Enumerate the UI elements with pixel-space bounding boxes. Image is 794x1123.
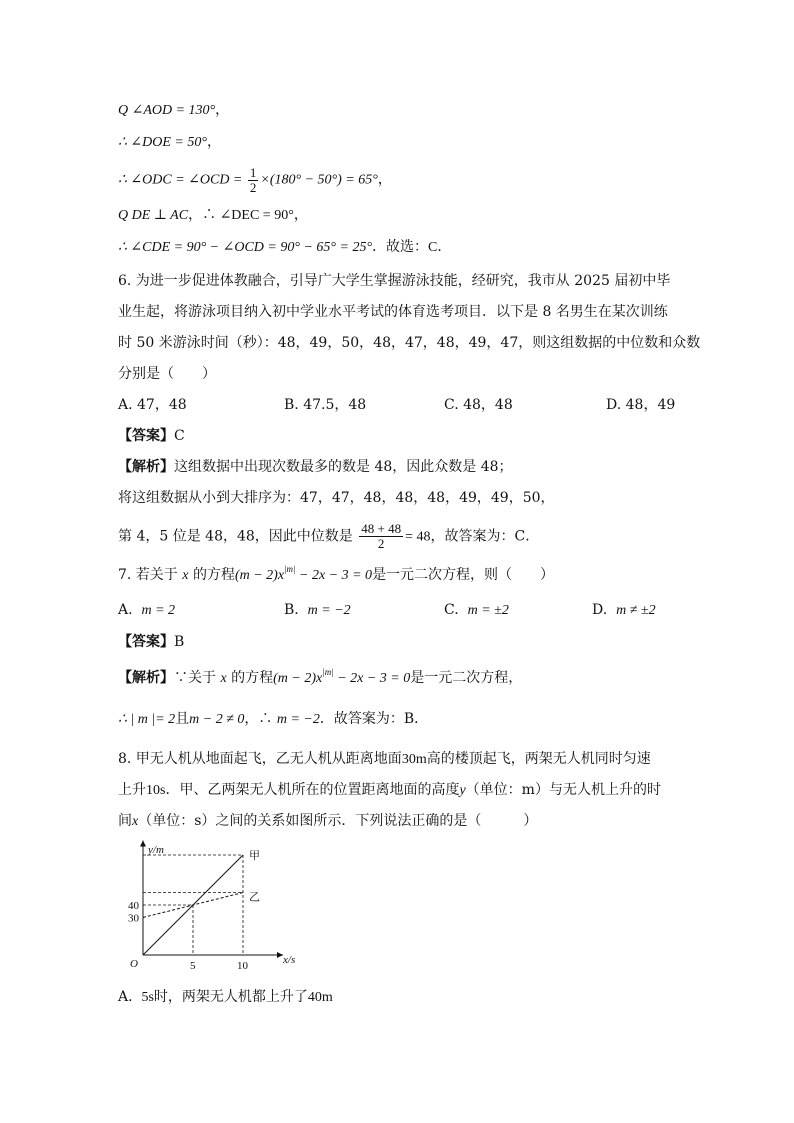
q6-line-2: 业生起，将游泳项目纳入初中学业水平考试的体育选考项目．以下是 8 名男生在某次训练 xyxy=(118,304,668,320)
median-result: = 48 xyxy=(405,529,431,545)
q7-analysis-text-2: 的方程 xyxy=(231,670,274,686)
q8-height: 30m xyxy=(401,752,427,767)
solution-line-1 xyxy=(118,101,229,121)
solution-line-5-text: ．故选：C． xyxy=(372,240,452,255)
q8-text-4: ．甲、乙两架无人机所在的位置距离地面的高度 xyxy=(165,782,460,798)
q8-var-y: y xyxy=(459,783,466,798)
q8-option-a-label: A. xyxy=(118,989,133,1005)
q6-line-1: 6. 为进一步促进体教融合，引导广大学生掌握游泳技能，经研究，我市从 2025 届初中毕 xyxy=(118,273,671,289)
solution-line-1-punct: ， xyxy=(215,103,230,118)
solution-line-4-math: Q DE ⊥ AC xyxy=(118,208,189,223)
q7-line-1 xyxy=(118,565,554,586)
q7-option-c xyxy=(444,600,509,621)
median-fraction-denominator: 2 xyxy=(377,536,385,551)
solution-line-2-math: ∴ ∠DOE = 50° xyxy=(118,135,207,150)
q6-analysis-line-3 xyxy=(118,522,539,551)
q6-analysis-line-1 xyxy=(118,457,513,477)
q8-var-x: x xyxy=(132,814,139,829)
origin-label: O xyxy=(130,958,138,970)
q7-option-b-value: m = −2 xyxy=(307,603,351,618)
q7-analysis-var-x: x xyxy=(220,671,227,686)
q7-and: 且 xyxy=(175,711,190,727)
solution-line-3-math-2: ×(180° − 50°) = 65° xyxy=(260,172,378,188)
q6-analysis-text-3b: ，故答案为：C． xyxy=(430,528,540,545)
q7-analysis-line-1 xyxy=(118,668,522,689)
solution-line-2 xyxy=(118,133,221,153)
q6-option-b: B. 47.5，48 xyxy=(284,397,367,413)
q8-option-a-time: 5s xyxy=(141,990,154,1005)
q8-line-2 xyxy=(118,780,661,801)
q7-conclusion: ．故答案为：B． xyxy=(319,711,429,727)
q7-analysis-equation xyxy=(273,667,411,686)
q7-equation-exponent: |m| xyxy=(284,564,296,574)
q7-option-c-value: m = ±2 xyxy=(467,603,509,618)
q8-text-5: （单位：m）与无人机上升的时 xyxy=(465,782,661,798)
q7-analysis-equation-rest: − 2x − 3 = 0 xyxy=(337,671,411,686)
median-fraction-numerator: 48 + 48 xyxy=(361,521,402,536)
solution-line-3-math: ∴ ∠ODC = ∠OCD = xyxy=(118,172,243,188)
q8-text-3: 上升 xyxy=(118,782,146,798)
q7-answer-tag: 【答案】 xyxy=(118,634,174,650)
q7-text-2: 的方程 xyxy=(192,567,235,583)
q7-equation xyxy=(234,564,373,583)
solution-line-2-punct: ， xyxy=(206,135,221,150)
q7-analysis-tag: 【解析】 xyxy=(118,670,174,686)
q6-answer-value: C xyxy=(174,428,185,444)
y-tick-30: 30 xyxy=(128,912,139,925)
q7-option-b-label: B. xyxy=(284,602,299,618)
series-label-jia: 甲 xyxy=(249,850,260,862)
q7-option-d-label: D. xyxy=(592,602,608,618)
median-fraction xyxy=(359,522,403,551)
solution-line-4-math-2: ，∴ ∠DEC = 90° xyxy=(188,208,294,223)
x-tick-5: 5 xyxy=(190,960,196,972)
solution-line-5 xyxy=(118,238,451,258)
q6-line-4: 分别是（ ） xyxy=(118,366,216,382)
q7-option-a xyxy=(118,600,175,621)
q7-option-c-label: C. xyxy=(444,602,459,618)
q6-option-d: D. 48，49 xyxy=(606,397,676,413)
q7-option-d xyxy=(592,600,656,621)
solution-line-5-math: ∴ ∠CDE = 90° − ∠OCD = 90° − 65° = 25° xyxy=(118,240,373,255)
q6-option-a: A. 47，48 xyxy=(118,397,187,413)
solution-line-4 xyxy=(118,206,308,226)
q8-option-a xyxy=(118,987,333,1008)
q8-text-6: 间 xyxy=(118,813,132,829)
q7-analysis-line-2 xyxy=(118,709,428,730)
y-axis-label: y/m xyxy=(148,844,164,856)
q6-analysis-line-2: 将这组数据从小到大排序为：47，47，48，48，48，49，49，50， xyxy=(118,490,555,506)
q8-duration: 10s xyxy=(146,783,166,798)
q8-text-2: 高的楼顶起飞，两架无人机同时匀速 xyxy=(426,751,651,767)
q6-analysis-text-1: 这组数据中出现次数最多的数是 48，因此众数是 48； xyxy=(174,459,513,475)
q6-answer xyxy=(118,426,185,446)
q6-analysis-tag: 【解析】 xyxy=(118,459,174,475)
q7-equation-rest: − 2x − 3 = 0 xyxy=(299,568,373,583)
q7-option-b xyxy=(284,600,351,621)
q7-option-a-label: A. xyxy=(118,602,133,618)
q7-option-a-value: m = 2 xyxy=(141,603,176,618)
q7-analysis-text-1: ∵关于 xyxy=(174,670,216,686)
y-tick-40: 40 xyxy=(128,900,139,912)
q8-text-7: （单位：s）之间的关系如图所示．下列说法正确的是（ ） xyxy=(138,813,538,829)
q7-abs-condition: ∴ | m |= 2 xyxy=(118,712,176,727)
q7-answer xyxy=(118,632,184,652)
q6-option-c: C. 48，48 xyxy=(444,397,513,413)
q7-equation-base: (m − 2)x xyxy=(234,568,285,583)
q6-line-3: 时 50 米游泳时间（秒）：48，49，50，48，47，48，49，47，则这组数据的中位数和众数 xyxy=(118,335,701,351)
solution-line-4-punct: ， xyxy=(293,208,308,223)
q8-text-1: 8. 甲无人机从地面起飞，乙无人机从距离地面 xyxy=(118,751,402,767)
q8-line-3 xyxy=(118,811,537,832)
q7-text-3: 是一元二次方程，则（ ） xyxy=(372,567,555,583)
q7-analysis-equation-base: (m − 2)x xyxy=(273,671,323,686)
q7-text-1: 7. 若关于 xyxy=(118,567,178,583)
x-axis-label: x/s xyxy=(283,954,296,966)
q8-line-1 xyxy=(118,749,651,770)
q8-option-a-height: 40m xyxy=(307,990,333,1005)
q7-analysis-text-3: 是一元二次方程， xyxy=(410,670,523,686)
q7-var-x: x xyxy=(182,568,189,583)
fraction-numerator: 1 xyxy=(249,165,257,180)
solution-line-1-math: Q ∠AOD = 130° xyxy=(118,103,216,118)
solution-line-3-punct: ， xyxy=(377,172,392,188)
q6-analysis-text-3: 第 4，5 位是 48，48，因此中位数是 xyxy=(118,528,353,545)
q7-analysis-equation-exponent: |m| xyxy=(322,667,334,677)
height-time-chart xyxy=(118,840,318,975)
q8-option-a-text: 时，两架无人机都上升了 xyxy=(153,989,308,1005)
q7-result: m = −2 xyxy=(276,712,320,727)
q7-answer-value: B xyxy=(174,634,185,650)
q6-answer-tag: 【答案】 xyxy=(118,428,174,444)
q7-option-d-value: m ≠ ±2 xyxy=(616,603,656,618)
fraction-one-half xyxy=(248,166,259,195)
q7-nonzero-condition: m − 2 ≠ 0 xyxy=(189,712,245,727)
fraction-denominator: 2 xyxy=(249,180,257,195)
x-tick-10: 10 xyxy=(237,960,248,972)
q7-therefore: ，∴ xyxy=(244,711,273,727)
solution-line-3 xyxy=(118,166,392,195)
series-label-yi: 乙 xyxy=(249,891,260,904)
